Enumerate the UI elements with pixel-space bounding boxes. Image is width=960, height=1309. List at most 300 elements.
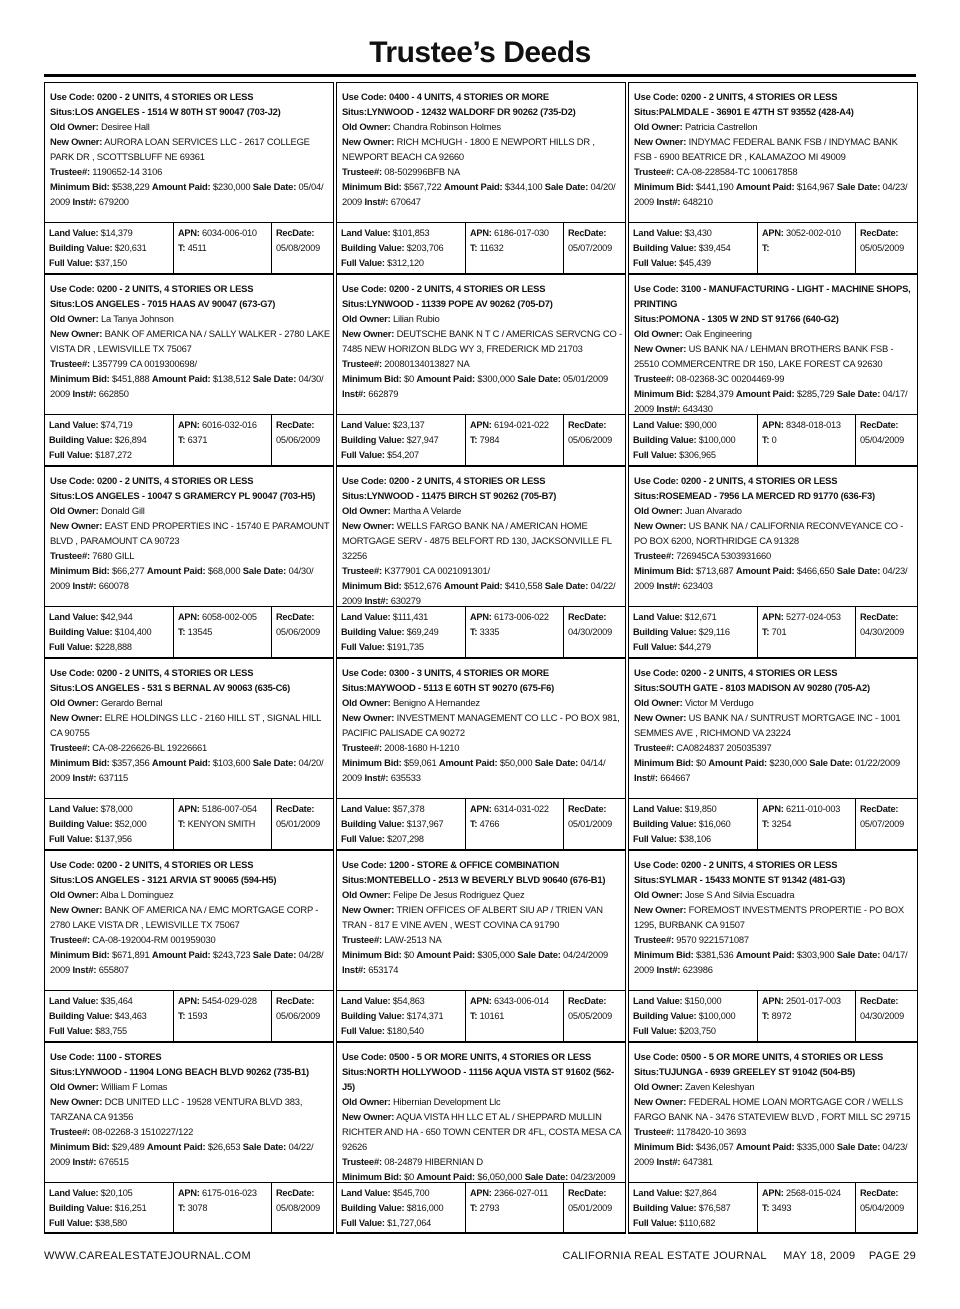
bid-line — [634, 947, 914, 977]
sale-date-label: Sale Date: — [517, 949, 561, 960]
new-owner-label: New Owner: — [342, 712, 395, 723]
old-owner-label: Old Owner: — [634, 1081, 683, 1092]
building-value-label: Building Value: — [633, 1011, 697, 1021]
situs-label: Situs: — [50, 298, 75, 309]
deed-details — [45, 1043, 333, 1183]
deed-values — [45, 1183, 333, 1234]
trustee-line — [634, 164, 914, 179]
use-code-value: 0200 - 2 UNITS, 4 STORIES OR LESS — [388, 283, 546, 294]
use-code-label: Use Code: — [50, 283, 95, 294]
amount-paid-value: $138,512 — [212, 373, 251, 384]
amount-paid-value: $68,000 — [207, 565, 241, 576]
trustee-line — [342, 932, 622, 947]
use-code-label: Use Code: — [50, 667, 95, 678]
inst-value: 662850 — [98, 388, 129, 399]
inst-value: 647381 — [682, 1156, 713, 1167]
building-value: $137,967 — [406, 819, 444, 829]
trustee-line — [634, 1124, 914, 1139]
full-value: $228,888 — [95, 642, 132, 652]
use-code-label: Use Code: — [634, 667, 679, 678]
amount-paid-label: Amount Paid: — [151, 757, 211, 768]
amount-paid-label: Amount Paid: — [735, 388, 795, 399]
t-value: 4511 — [187, 243, 207, 253]
trustee-label: Trustee#: — [342, 166, 382, 177]
building-value-label: Building Value: — [341, 1203, 405, 1213]
apn-value: 6175-016-023 — [202, 1188, 257, 1198]
apn-value: 6194-021-022 — [494, 420, 549, 430]
old-owner-value: Felipe De Jesus Rodriguez Quez — [392, 889, 525, 900]
apn-value: 5186-007-054 — [202, 804, 257, 814]
sale-date-value: 04/24/2009 — [563, 949, 608, 960]
full-value: $191,735 — [387, 642, 424, 652]
deed-entry — [628, 82, 918, 274]
trustee-line — [634, 932, 914, 947]
min-bid-label: Minimum Bid: — [50, 181, 110, 192]
trustee-value: CA-08-228584-TC 100617858 — [676, 166, 798, 177]
old-owner-label: Old Owner: — [342, 697, 391, 708]
old-owner-value: Patricia Castrellon — [684, 121, 758, 132]
recdate-value: 05/08/2009 — [276, 1203, 320, 1213]
min-bid-label: Minimum Bid: — [342, 1171, 402, 1182]
apn-cell — [757, 1183, 855, 1232]
old-owner-line — [342, 119, 622, 134]
min-bid-label: Minimum Bid: — [342, 181, 402, 192]
recdate-label: RecDate: — [860, 804, 899, 814]
deed-values — [337, 607, 625, 658]
min-bid-value: $0 — [403, 1171, 415, 1182]
situs-label: Situs: — [50, 874, 75, 885]
land-value: $150,000 — [684, 996, 722, 1006]
min-bid-label: Minimum Bid: — [634, 1141, 694, 1152]
building-value: $203,706 — [406, 243, 444, 253]
bid-line — [634, 179, 914, 209]
land-value-label: Land Value: — [49, 996, 99, 1006]
sale-date-value: 04/23/ 2009 — [634, 1141, 908, 1167]
deed-details — [629, 659, 917, 799]
t-value: 7984 — [479, 435, 500, 445]
min-bid-label: Minimum Bid: — [342, 949, 402, 960]
old-owner-label: Old Owner: — [50, 697, 99, 708]
old-owner-label: Old Owner: — [634, 121, 683, 132]
full-value: $180,540 — [387, 1026, 424, 1036]
land-value: $3,430 — [684, 228, 712, 238]
situs-line — [50, 872, 330, 887]
apn-label: APN: — [178, 1188, 200, 1198]
amount-paid-label: Amount Paid: — [443, 580, 503, 591]
inst-label: Inst#: — [656, 196, 681, 207]
inst-value: 679200 — [98, 196, 129, 207]
inst-value: 643430 — [682, 403, 713, 414]
apn-value: 6343-006-014 — [494, 996, 549, 1006]
amount-paid-label: Amount Paid: — [416, 949, 475, 960]
deed-details — [337, 851, 625, 991]
use-code-label: Use Code: — [634, 859, 679, 870]
min-bid-value: $0 — [695, 757, 707, 768]
situs-label: Situs: — [342, 298, 367, 309]
new-owner-label: New Owner: — [634, 712, 687, 723]
sale-date-label: Sale Date: — [252, 949, 297, 960]
full-value-label: Full Value: — [49, 1026, 93, 1036]
land-value: $57,378 — [392, 804, 425, 814]
situs-line — [634, 488, 914, 503]
new-owner-line — [342, 902, 622, 932]
apn-value: 3052-002-010 — [786, 228, 841, 238]
new-owner-label: New Owner: — [342, 520, 395, 531]
old-owner-value: Alba L Dominguez — [100, 889, 174, 900]
min-bid-value: $284,379 — [695, 388, 734, 399]
deed-entry — [336, 466, 626, 658]
t-value: 3493 — [771, 1203, 792, 1213]
old-owner-label: Old Owner: — [50, 121, 99, 132]
t-label: T: — [762, 1203, 770, 1213]
apn-value: 6186-017-030 — [494, 228, 549, 238]
apn-cell — [173, 223, 271, 273]
situs-label: Situs: — [634, 313, 659, 324]
use-code-line — [634, 473, 914, 488]
situs-value: ROSEMEAD - 7956 LA MERCED RD 91770 (636-F3) — [658, 490, 875, 501]
trustee-value: CA-08-192004-RM 001959030 — [92, 934, 216, 945]
inst-label: Inst#: — [72, 1156, 97, 1167]
t-value: 3078 — [187, 1203, 208, 1213]
recdate-label: RecDate: — [568, 996, 607, 1006]
column-1 — [44, 82, 334, 1234]
old-owner-value: Gerardo Bernal — [100, 697, 163, 708]
amount-paid-value: $300,000 — [477, 373, 515, 384]
situs-value: LOS ANGELES - 7015 HAAS AV 90047 (673-G7) — [74, 298, 276, 309]
bid-line — [50, 1139, 330, 1169]
recdate-label: RecDate: — [568, 228, 607, 238]
situs-value: LOS ANGELES - 531 S BERNAL AV 90063 (635-C6) — [74, 682, 291, 693]
building-value-label: Building Value: — [341, 1011, 405, 1021]
apn-cell — [465, 415, 563, 465]
amount-paid-label: Amount Paid: — [443, 181, 503, 192]
situs-value: MAYWOOD - 5113 E 60TH ST 90270 (675-F6) — [366, 682, 555, 693]
use-code-value: 0400 - 4 UNITS, 4 STORIES OR MORE — [388, 91, 549, 102]
recdate-value: 04/30/2009 — [860, 627, 904, 637]
land-value: $35,464 — [100, 996, 133, 1006]
deed-details — [337, 467, 625, 607]
recdate-cell — [855, 415, 917, 465]
recdate-cell — [271, 799, 333, 849]
recdate-label: RecDate: — [276, 1188, 315, 1198]
bid-line — [634, 755, 914, 785]
min-bid-value: $671,891 — [111, 949, 150, 960]
deed-values — [45, 991, 333, 1042]
building-value-label: Building Value: — [49, 1203, 113, 1213]
min-bid-value: $538,229 — [111, 181, 150, 192]
apn-cell — [173, 607, 271, 657]
bid-line — [342, 947, 622, 977]
use-code-label: Use Code: — [50, 475, 95, 486]
situs-line — [634, 1064, 914, 1079]
trustee-label: Trustee#: — [50, 550, 90, 561]
land-value-label: Land Value: — [341, 228, 391, 238]
old-owner-label: Old Owner: — [342, 505, 391, 516]
use-code-label: Use Code: — [50, 91, 95, 102]
situs-value: TUJUNGA - 6939 GREELEY ST 91042 (504-B5) — [658, 1066, 856, 1077]
land-value: $545,700 — [392, 1188, 430, 1198]
trustee-line — [342, 164, 622, 179]
apn-label: APN: — [762, 228, 784, 238]
amount-paid-value: $50,000 — [499, 757, 533, 768]
recdate-label: RecDate: — [860, 612, 899, 622]
building-value: $39,454 — [698, 243, 731, 253]
trustee-label: Trustee#: — [342, 358, 382, 369]
new-owner-line — [634, 518, 914, 548]
situs-value: POMONA - 1305 W 2ND ST 91766 (640-G2) — [658, 313, 839, 324]
trustee-label: Trustee#: — [634, 373, 674, 384]
recdate-label: RecDate: — [568, 1188, 607, 1198]
bid-line — [50, 371, 330, 401]
old-owner-value: Oak Engineering — [684, 328, 752, 339]
situs-label: Situs: — [342, 874, 367, 885]
deed-details — [629, 83, 917, 223]
trustee-value: 9570 9221571087 — [676, 934, 749, 945]
deed-details — [629, 851, 917, 991]
use-code-label: Use Code: — [634, 1051, 679, 1062]
situs-line — [50, 488, 330, 503]
full-value: $38,580 — [95, 1218, 127, 1228]
sale-date-value: 04/23/2009 — [570, 1171, 616, 1182]
use-code-label: Use Code: — [342, 283, 387, 294]
amount-paid-label: Amount Paid: — [735, 565, 795, 576]
new-owner-label: New Owner: — [50, 904, 103, 915]
recdate-value: 05/01/2009 — [568, 819, 612, 829]
new-owner-line — [50, 1094, 330, 1124]
new-owner-label: New Owner: — [342, 328, 395, 339]
apn-label: APN: — [762, 1188, 784, 1198]
bid-line — [634, 1139, 914, 1169]
inst-label: Inst#: — [364, 772, 389, 783]
trustee-value: 08-502996BFB NA — [384, 166, 460, 177]
building-value: $174,371 — [406, 1011, 444, 1021]
t-value: 2793 — [479, 1203, 500, 1213]
amount-paid-label: Amount Paid: — [151, 181, 211, 192]
sale-date-label: Sale Date: — [517, 373, 561, 384]
min-bid-label: Minimum Bid: — [634, 388, 694, 399]
apn-value: 6173-006-022 — [494, 612, 549, 622]
situs-value: SOUTH GATE - 8103 MADISON AV 90280 (705-A2) — [658, 682, 870, 693]
old-owner-value: Desiree Hall — [100, 121, 150, 132]
trustee-value: L357799 CA 0019300698/ — [92, 358, 197, 369]
use-code-line — [342, 473, 622, 488]
land-value: $42,944 — [100, 612, 133, 622]
new-owner-value: BANK OF AMERICA NA / SALLY WALKER - 2780 LAKE VISTA DR , LEWISVILLE TX 75067 — [50, 328, 330, 354]
inst-label: Inst#: — [364, 595, 389, 606]
trustee-value: 7680 GILL — [92, 550, 135, 561]
sale-date-label: Sale Date: — [252, 757, 297, 768]
full-value-label: Full Value: — [341, 1218, 385, 1228]
trustee-line — [50, 356, 330, 371]
deed-entry — [336, 274, 626, 466]
use-code-value: 0200 - 2 UNITS, 4 STORIES OR LESS — [680, 667, 838, 678]
use-code-line — [342, 857, 622, 872]
values-cell — [337, 415, 465, 465]
t-label: T: — [762, 819, 770, 829]
amount-paid-value: $410,558 — [504, 580, 543, 591]
building-value: $69,249 — [406, 627, 439, 637]
t-label: T: — [762, 435, 770, 445]
apn-cell — [173, 1183, 271, 1232]
min-bid-value: $357,356 — [111, 757, 150, 768]
sale-date-value: 04/17/ 2009 — [634, 949, 908, 975]
inst-label: Inst#: — [656, 580, 681, 591]
values-cell — [629, 223, 757, 273]
old-owner-line — [50, 1079, 330, 1094]
building-value: $100,000 — [698, 1011, 736, 1021]
use-code-line — [50, 89, 330, 104]
deed-values — [629, 1183, 917, 1234]
land-value-label: Land Value: — [49, 612, 99, 622]
values-cell — [629, 415, 757, 465]
sale-date-value: 01/22/2009 — [855, 757, 900, 768]
land-value: $23,137 — [392, 420, 425, 430]
old-owner-label: Old Owner: — [50, 313, 99, 324]
amount-paid-value: $303,900 — [796, 949, 835, 960]
apn-cell — [465, 991, 563, 1041]
t-label: T: — [178, 435, 186, 445]
amount-paid-label: Amount Paid: — [438, 757, 498, 768]
old-owner-label: Old Owner: — [50, 505, 99, 516]
new-owner-value: BANK OF AMERICA NA / EMC MORTGAGE CORP - 2780 LAKE VISTA DR , LEWISVILLE TX 75067 — [50, 904, 319, 930]
use-code-value: 0200 - 2 UNITS, 4 STORIES OR LESS — [96, 859, 254, 870]
bid-line — [634, 563, 914, 593]
t-value: 3254 — [771, 819, 792, 829]
t-value: 3335 — [479, 627, 500, 637]
full-value: $306,965 — [679, 450, 716, 460]
deed-values — [629, 799, 917, 850]
recdate-value: 05/08/2009 — [276, 243, 320, 253]
sale-date-value: 04/20/ 2009 — [342, 181, 616, 207]
t-label: T: — [178, 1011, 186, 1021]
min-bid-label: Minimum Bid: — [50, 565, 110, 576]
inst-value: 655807 — [98, 964, 129, 975]
t-label: T: — [470, 243, 478, 253]
new-owner-label: New Owner: — [342, 1111, 395, 1122]
old-owner-line — [634, 887, 914, 902]
building-value: $26,894 — [114, 435, 147, 445]
use-code-line — [50, 281, 330, 296]
sale-date-label: Sale Date: — [836, 388, 881, 399]
sale-date-label: Sale Date: — [252, 181, 297, 192]
full-value: $312,120 — [387, 258, 424, 268]
recdate-label: RecDate: — [276, 804, 315, 814]
recdate-cell — [563, 799, 625, 849]
situs-label: Situs: — [342, 106, 367, 117]
min-bid-value: $29,489 — [111, 1141, 145, 1152]
amount-paid-value: $230,000 — [769, 757, 807, 768]
situs-line — [50, 1064, 330, 1079]
land-value-label: Land Value: — [49, 1188, 99, 1198]
old-owner-line — [50, 119, 330, 134]
building-value-label: Building Value: — [633, 1203, 697, 1213]
recdate-label: RecDate: — [568, 804, 607, 814]
apn-label: APN: — [178, 612, 200, 622]
recdate-label: RecDate: — [860, 1188, 899, 1198]
inst-label: Inst#: — [72, 964, 97, 975]
situs-value: MONTEBELLO - 2513 W BEVERLY BLVD 90640 (676-B1) — [366, 874, 606, 885]
situs-value: LOS ANGELES - 3121 ARVIA ST 90065 (594-H5) — [74, 874, 277, 885]
inst-label: Inst#: — [656, 403, 681, 414]
full-value-label: Full Value: — [633, 450, 677, 460]
values-cell — [45, 1183, 173, 1232]
old-owner-value: Juan Alvarado — [684, 505, 742, 516]
new-owner-label: New Owner: — [634, 343, 687, 354]
deed-entry — [44, 658, 334, 850]
situs-value: LYNWOOD - 12432 WALDORF DR 90262 (735-D2) — [366, 106, 576, 117]
inst-value: 630279 — [390, 595, 421, 606]
new-owner-label: New Owner: — [634, 1096, 687, 1107]
t-label: T: — [470, 627, 478, 637]
full-value: $137,956 — [95, 834, 132, 844]
trustee-label: Trustee#: — [634, 550, 674, 561]
situs-value: LYNWOOD - 11904 LONG BEACH BLVD 90262 (735-B1) — [74, 1066, 309, 1077]
footer-website[interactable]: WWW.CAREALESTATEJOURNAL.COM — [44, 1250, 251, 1262]
old-owner-line — [342, 695, 622, 710]
new-owner-label: New Owner: — [634, 136, 687, 147]
recdate-cell — [563, 607, 625, 657]
building-value: $27,947 — [406, 435, 439, 445]
trustee-label: Trustee#: — [50, 1126, 90, 1137]
use-code-line — [50, 473, 330, 488]
trustee-line — [50, 932, 330, 947]
trustee-line — [634, 740, 914, 755]
min-bid-label: Minimum Bid: — [634, 565, 694, 576]
trustee-value: 08-02368-3C 00204469-99 — [676, 373, 785, 384]
recdate-label: RecDate: — [568, 612, 607, 622]
situs-label: Situs: — [50, 1066, 75, 1077]
amount-paid-label: Amount Paid: — [416, 1171, 475, 1182]
inst-label: Inst#: — [364, 196, 389, 207]
trustee-value: 20080134013827 NA — [384, 358, 470, 369]
use-code-label: Use Code: — [634, 283, 679, 294]
old-owner-line — [50, 311, 330, 326]
old-owner-line — [50, 887, 330, 902]
apn-label: APN: — [178, 228, 200, 238]
min-bid-value: $381,536 — [695, 949, 734, 960]
deed-details — [45, 659, 333, 799]
trustee-value: 1190652-14 3106 — [92, 166, 163, 177]
trustee-value: LAW-2513 NA — [384, 934, 442, 945]
min-bid-label: Minimum Bid: — [50, 949, 110, 960]
old-owner-label: Old Owner: — [634, 505, 683, 516]
recdate-cell — [855, 223, 917, 273]
building-value: $16,251 — [114, 1203, 147, 1213]
new-owner-line — [50, 710, 330, 740]
deed-entry — [336, 850, 626, 1042]
apn-label: APN: — [470, 612, 492, 622]
use-code-line — [634, 1049, 914, 1064]
amount-paid-label: Amount Paid: — [151, 373, 211, 384]
new-owner-label: New Owner: — [50, 328, 103, 339]
t-value: 701 — [771, 627, 787, 637]
full-value-label: Full Value: — [49, 1218, 93, 1228]
new-owner-value: US BANK NA / LEHMAN BROTHERS BANK FSB - 25510 COMMERCENTRE DR 150, LAKE FOREST CA 92630 — [634, 343, 894, 369]
min-bid-value: $713,687 — [695, 565, 734, 576]
use-code-line — [634, 281, 914, 311]
inst-value: 653174 — [368, 964, 399, 975]
values-cell — [337, 991, 465, 1041]
min-bid-label: Minimum Bid: — [50, 1141, 110, 1152]
land-value: $101,853 — [392, 228, 430, 238]
situs-label: Situs: — [634, 1066, 659, 1077]
deed-details — [337, 83, 625, 223]
trustee-label: Trustee#: — [634, 1126, 674, 1137]
deed-values — [629, 607, 917, 658]
recdate-value: 05/01/2009 — [568, 1203, 612, 1213]
new-owner-line — [50, 326, 330, 356]
new-owner-value: US BANK NA / SUNTRUST MORTGAGE INC - 1001 SEMMES AVE , RICHMOND VA 23224 — [634, 712, 901, 738]
